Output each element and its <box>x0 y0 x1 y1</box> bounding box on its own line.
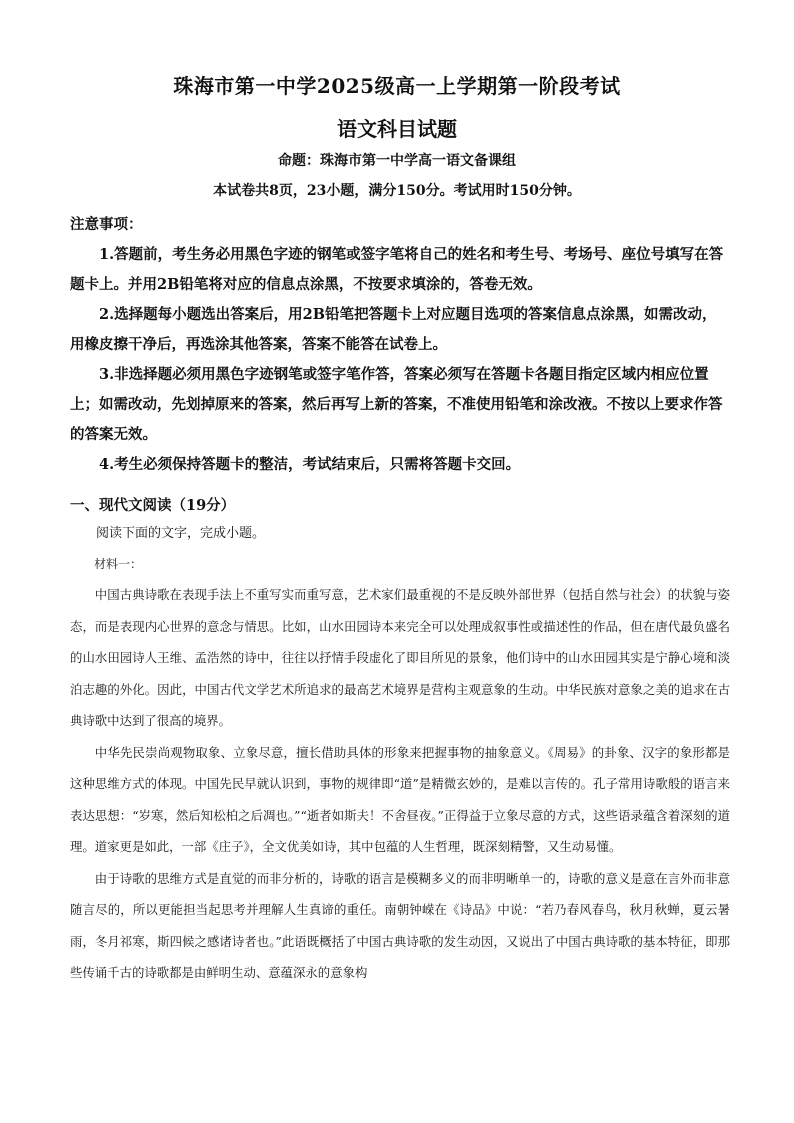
exam-title: 珠海市第一中学2025级高一上学期第一阶段考试 <box>173 74 621 98</box>
note-item-3: 3.非选择题必须用黑色字迹钢笔或签字笔作答，答案必须写在答题卡各题目指定区域内相应位置上；如需改动，先划掉原来的答案，然后再写上新的答案，不准使用铅笔和涂改液。不按以上要求作答的答案无效。 <box>70 366 723 443</box>
exam-info: 本试卷共8页，23小题，满分150分。考试用时150分钟。 <box>213 183 581 199</box>
note-item-1: 1.答题前，考生务必用黑色字迹的钢笔或签字笔将自己的姓名和考生号、考场号、座位号填写在答题卡上。并用2B铅笔将对应的信息点涂黑，不按要求填涂的，答卷无效。 <box>70 246 724 293</box>
section-title: 一、现代文阅读（19分） <box>70 497 236 514</box>
notes-block <box>70 210 730 480</box>
material-paragraph-2: 中华先民崇尚观物取象、立象尽意，擅长借助具体的形象来把握事物的抽象意义。《周易》的卦象、汉字的象形都是这种思维方式的体现。中国先民早就认识到，事物的规律即“道”是精微玄妙的，是难以言传的。孔子常用诗歌般的语言来表达思想：“岁寒，然后知松柏之后凋也。”“逝者如斯夫！不舍昼夜。”正得益于立象尽意的方式，这些语录蕴含着深刻的道理。道家更是如此，一部《庄子》，全文优美如诗，其中包蕴的人生哲理，既深刻精警，又生动易懂。 <box>70 744 730 854</box>
reading-section <box>70 493 730 989</box>
note-item-2: 2.选择题每小题选出答案后，用2B铅笔把答题卡上对应题目选项的答案信息点涂黑，如需改动，用橡皮擦干净后，再选涂其他答案，答案不能答在试卷上。 <box>70 306 717 353</box>
material-paragraph-1: 中国古典诗歌在表现手法上不重写实而重写意，艺术家们最重视的不是反映外部世界（包括自然与社会）的状貌与姿态，而是表现内心世界的意念与情思。比如，山水田园诗本来完全可以处理成叙事性或描述性的作品，但在唐代最负盛名的山水田园诗人王维、孟浩然的诗中，往往以抒情手段虚化了即目所见的景象，他们诗中的山水田园其实是宁静心境和淡泊志趣的外化。因此，中国古代文学艺术所追求的最高艺术境界是营构主观意象的生动。中华民族对意象之美的追求在古典诗歌中达到了很高的境界。 <box>70 587 730 728</box>
notes-heading: 注意事项： <box>70 216 143 233</box>
material-label: 材料一： <box>94 557 143 571</box>
note-item-4: 4.考生必须保持答题卡的整洁，考试结束后，只需将答题卡交回。 <box>99 456 521 473</box>
material-paragraph-3: 由于诗歌的思维方式是直觉的而非分析的，诗歌的语言是模糊多义的而非明晰单一的，诗歌的意义是意在言外而非意随言尽的，所以更能担当起思考并理解人生真谛的重任。南朝钟嵘在《诗品》中说：“若乃春风春鸟，秋月秋蝉，夏云暑雨，冬月祁寒，斯四候之感诸诗者也。”此语既概括了中国古典诗歌的发生动因，又说出了中国古典诗歌的基本特征，即那些传诵千古的诗歌都是由鲜明生动、意蕴深永的意象构 <box>70 870 730 980</box>
section-direction: 阅读下面的文字，完成小题。 <box>96 526 266 541</box>
setter-line: 命题：珠海市第一中学高一语文备课组 <box>278 153 516 169</box>
subject-title: 语文科目试题 <box>337 117 457 141</box>
